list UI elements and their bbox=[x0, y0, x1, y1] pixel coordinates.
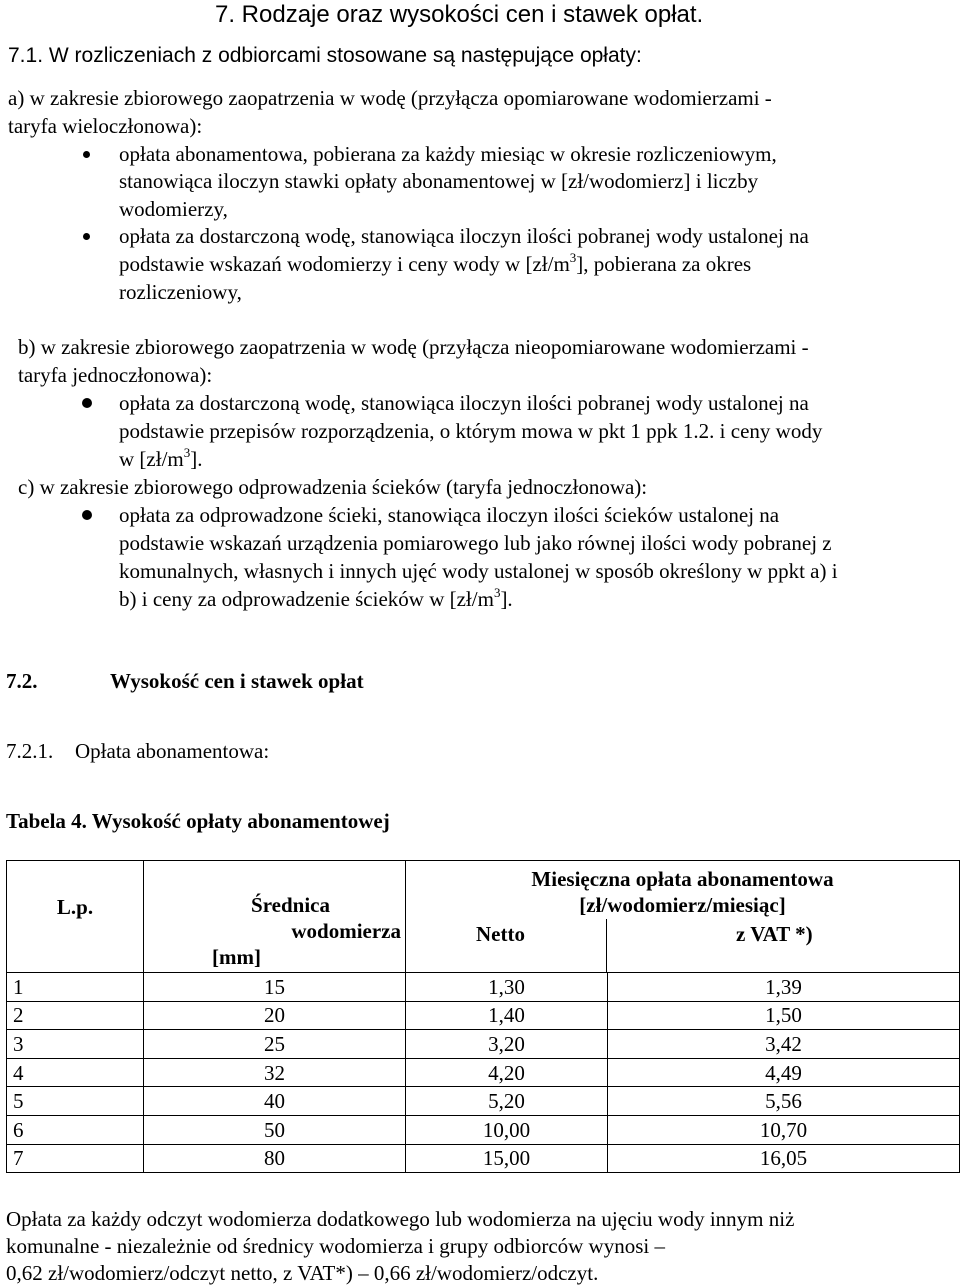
cell-vat: 1,50 bbox=[608, 1001, 960, 1030]
table-row bbox=[7, 973, 960, 1002]
section-b-bullet1-line2: podstawie przepisów rozporządzenia, o którym mowa w pkt 1 ppk 1.2. i ceny wody bbox=[119, 419, 823, 443]
table-row bbox=[7, 1087, 960, 1116]
section-b-bullet1-line1: opłata za dostarczoną wodę, stanowiąca iloczyn ilości pobranej wody ustalonej na bbox=[119, 391, 809, 415]
cell-lp: 6 bbox=[7, 1115, 144, 1144]
cell-lp: 1 bbox=[7, 973, 144, 1002]
bullet-icon bbox=[83, 151, 90, 158]
header-oplata: Miesięczna opłata abonamentowa [zł/wodomierz/miesiąc] bbox=[406, 861, 960, 973]
cell-lp: 2 bbox=[7, 1001, 144, 1030]
cell-vat: 16,05 bbox=[608, 1144, 960, 1173]
cell-lp: 3 bbox=[7, 1030, 144, 1059]
cell-srednica: 50 bbox=[144, 1115, 406, 1144]
table-header-row bbox=[7, 861, 960, 973]
section-c-bullet1-line4: b) i ceny za odprowadzenie ścieków w $[zł/m^3]$. bbox=[119, 585, 513, 611]
footer-line1: Opłata za każdy odczyt wodomierza dodatkowego lub wodomierza na ujęciu wody innym niż bbox=[6, 1207, 795, 1231]
cell-vat: 4,49 bbox=[608, 1058, 960, 1087]
section-a-bullet2-line2: podstawie wskazań wodomierzy i ceny wody w $[zł/m^3]$, pobierana za okres bbox=[119, 250, 752, 276]
section-c-bullet1-line3: komunalnych, własnych i innych ujęć wody ustalonej w sposób określony w ppkt a) i bbox=[119, 559, 838, 583]
cell-netto: 10,00 bbox=[406, 1115, 608, 1144]
cell-lp: 5 bbox=[7, 1087, 144, 1116]
footer-line3: 0,62 zł/wodomierz/odczyt netto, z VAT*) – 0,66 zł/wodomierz/odczyt. bbox=[6, 1261, 599, 1285]
cell-srednica: 32 bbox=[144, 1058, 406, 1087]
header-vat: z VAT *) bbox=[736, 922, 813, 946]
cell-netto: 1,40 bbox=[406, 1001, 608, 1030]
cell-srednica: 20 bbox=[144, 1001, 406, 1030]
header-netto: Netto bbox=[476, 922, 525, 946]
cell-netto: 1,30 bbox=[406, 973, 608, 1002]
cell-srednica: 25 bbox=[144, 1030, 406, 1059]
table-subheader-divider bbox=[405, 919, 959, 920]
cell-netto: 15,00 bbox=[406, 1144, 608, 1173]
section-7-2-number: 7.2. bbox=[6, 669, 38, 693]
section-7-1-heading: 7.1. W rozliczeniach z odbiorcami stosowane są następujące opłaty: bbox=[8, 44, 642, 67]
cell-lp: 4 bbox=[7, 1058, 144, 1087]
table-body bbox=[7, 973, 960, 1173]
table-row bbox=[7, 1001, 960, 1030]
cell-vat: 10,70 bbox=[608, 1115, 960, 1144]
header-srednica: Średnica wodomierza [mm] bbox=[144, 861, 406, 973]
section-b-bullet1-line3: w $[zł/m^3]$. bbox=[119, 445, 203, 471]
cell-netto: 4,20 bbox=[406, 1058, 608, 1087]
section-a-bullet1-line1: opłata abonamentowa, pobierana za każdy miesiąc w okresie rozliczeniowym, bbox=[119, 142, 777, 166]
bullet-icon bbox=[82, 398, 92, 408]
section-7-2-1-number: 7.2.1. bbox=[6, 739, 54, 763]
table-row bbox=[7, 1144, 960, 1173]
header-lp: L.p. bbox=[7, 861, 144, 973]
section-b-line1: b) w zakresie zbiorowego zaopatrzenia w wodę (przyłącza nieopomiarowane wodomierzami - bbox=[18, 335, 809, 359]
cell-srednica: 40 bbox=[144, 1087, 406, 1116]
fee-table bbox=[6, 860, 960, 1173]
section-a-line1: a) w zakresie zbiorowego zaopatrzenia w wodę (przyłącza opomiarowane wodomierzami - bbox=[8, 86, 772, 110]
section-b-line2: taryfa jednoczłonowa): bbox=[18, 363, 213, 387]
section-c-bullet1-line2: podstawie wskazań urządzenia pomiarowego lub jako równej ilości wody pobranej z bbox=[119, 531, 832, 555]
table-caption: Tabela 4. Wysokość opłaty abonamentowej bbox=[6, 809, 390, 833]
cell-srednica: 80 bbox=[144, 1144, 406, 1173]
section-a-bullet2-line1: opłata za dostarczoną wodę, stanowiąca iloczyn ilości pobranej wody ustalonej na bbox=[119, 224, 809, 248]
section-7-2-1-title: Opłata abonamentowa: bbox=[75, 739, 270, 763]
cell-netto: 3,20 bbox=[406, 1030, 608, 1059]
section-a-bullet2-line3: rozliczeniowy, bbox=[119, 280, 242, 304]
section-a-bullet1-line2: stanowiąca iloczyn stawki opłaty abonamentowej w [zł/wodomierz] i liczby bbox=[119, 169, 759, 193]
table-subheader-vertical-divider bbox=[606, 919, 607, 973]
table-row bbox=[7, 1058, 960, 1087]
section-a-bullet1-line3: wodomierzy, bbox=[119, 197, 228, 221]
section-a-line2: taryfa wieloczłonowa): bbox=[8, 114, 203, 138]
bullet-icon bbox=[82, 510, 92, 520]
cell-vat: 3,42 bbox=[608, 1030, 960, 1059]
cell-srednica: 15 bbox=[144, 973, 406, 1002]
cell-netto: 5,20 bbox=[406, 1087, 608, 1116]
section-c-line1: c) w zakresie zbiorowego odprowadzenia ścieków (taryfa jednoczłonowa): bbox=[18, 475, 648, 499]
chapter-title: 7. Rodzaje oraz wysokości cen i stawek opłat. bbox=[215, 1, 704, 28]
footer-line2: komunalne - niezależnie od średnicy wodomierza i grupy odbiorców wynosi – bbox=[6, 1234, 665, 1258]
cell-vat: 1,39 bbox=[608, 973, 960, 1002]
table-row bbox=[7, 1115, 960, 1144]
bullet-icon bbox=[83, 233, 90, 240]
section-7-2-title: Wysokość cen i stawek opłat bbox=[110, 669, 364, 693]
section-c-bullet1-line1: opłata za odprowadzone ścieki, stanowiąca iloczyn ilości ścieków ustalonej na bbox=[119, 503, 780, 527]
cell-vat: 5,56 bbox=[608, 1087, 960, 1116]
cell-lp: 7 bbox=[7, 1144, 144, 1173]
table-row bbox=[7, 1030, 960, 1059]
